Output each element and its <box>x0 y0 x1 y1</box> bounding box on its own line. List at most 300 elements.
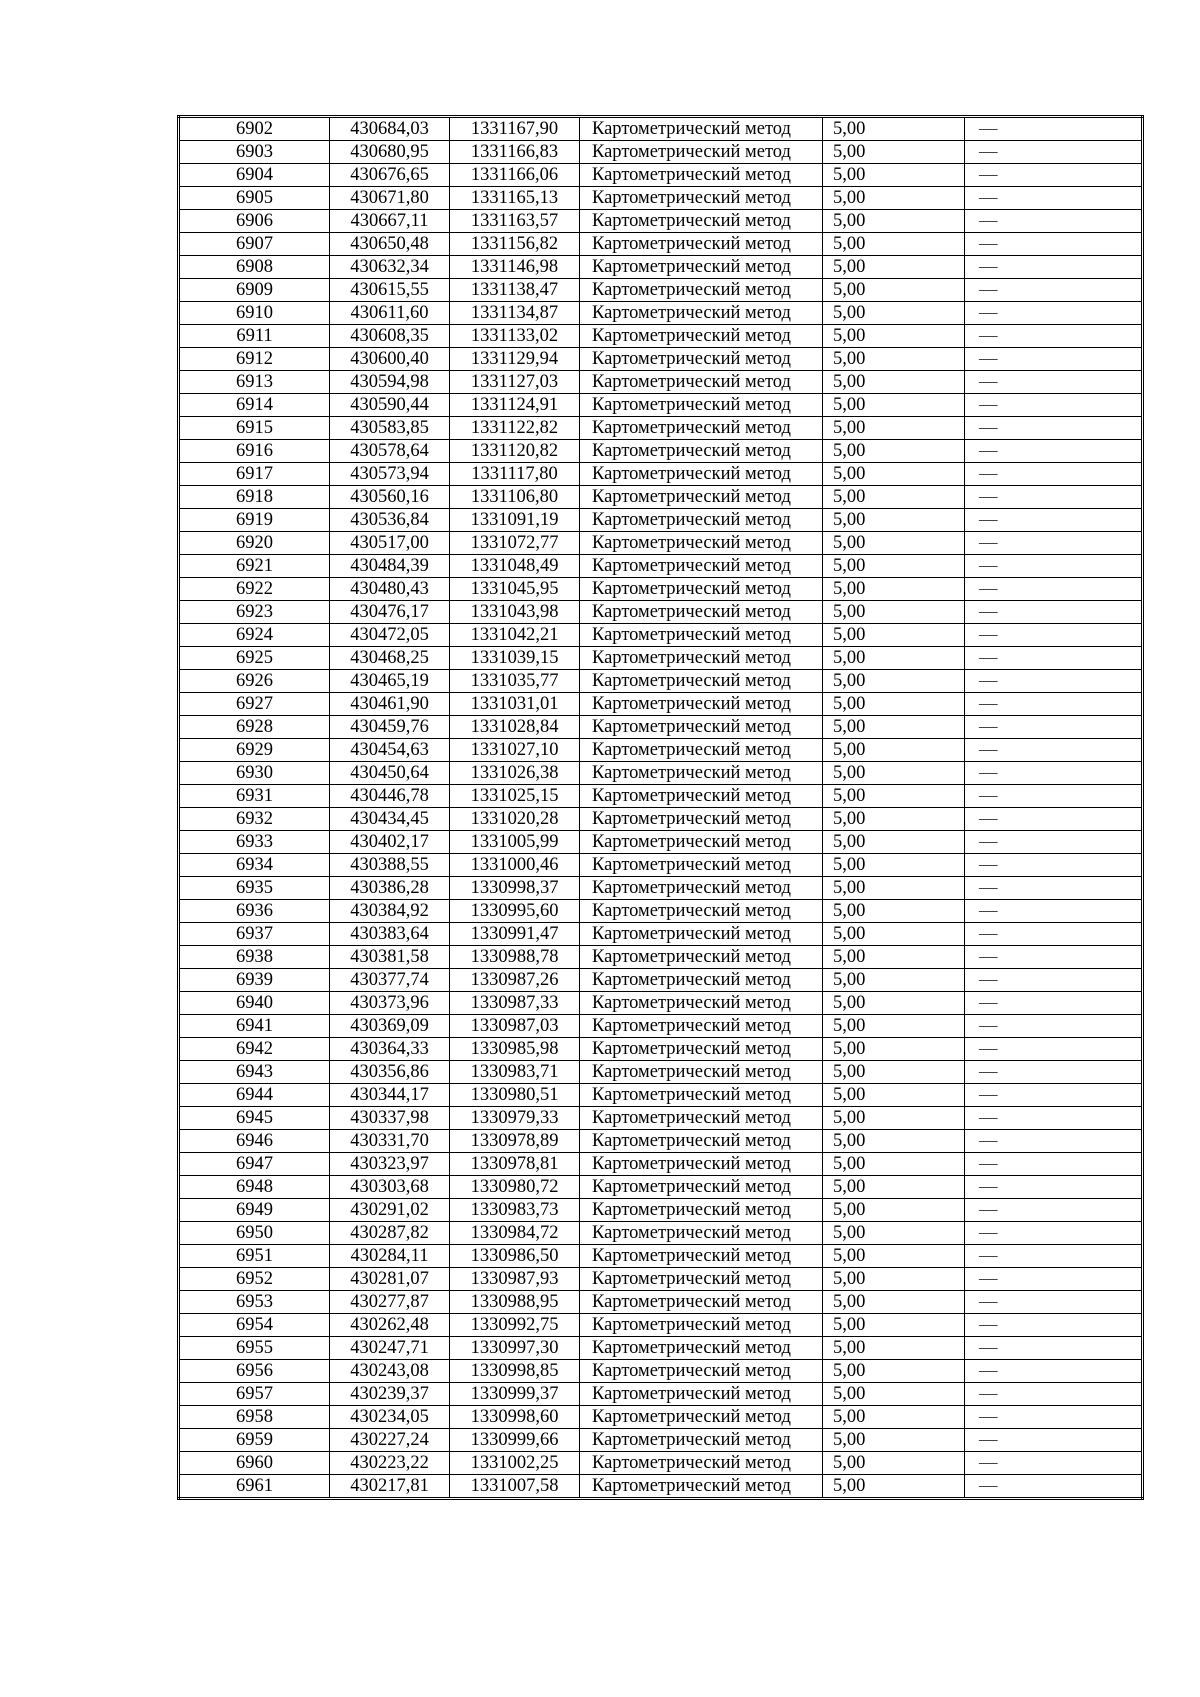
y-coordinate-cell: 1330986,50 <box>450 1245 580 1268</box>
x-coordinate-cell: 430590,44 <box>330 394 450 417</box>
accuracy-cell: 5,00 <box>823 210 965 233</box>
point-number-cell: 6936 <box>179 900 330 923</box>
table-row <box>179 463 1143 486</box>
y-coordinate-cell: 1331026,38 <box>450 762 580 785</box>
point-number-cell: 6925 <box>179 647 330 670</box>
x-coordinate-cell: 430573,94 <box>330 463 450 486</box>
note-cell: — <box>965 141 1143 164</box>
accuracy-cell: 5,00 <box>823 578 965 601</box>
table-row <box>179 831 1143 854</box>
accuracy-cell: 5,00 <box>823 440 965 463</box>
accuracy-cell: 5,00 <box>823 1084 965 1107</box>
table-row <box>179 1268 1143 1291</box>
note-cell: — <box>965 1475 1143 1499</box>
accuracy-cell: 5,00 <box>823 1222 965 1245</box>
x-coordinate-cell: 430454,63 <box>330 739 450 762</box>
x-coordinate-cell: 430611,60 <box>330 302 450 325</box>
method-cell: Картометрический метод <box>580 762 823 785</box>
point-number-cell: 6926 <box>179 670 330 693</box>
x-coordinate-cell: 430364,33 <box>330 1038 450 1061</box>
accuracy-cell: 5,00 <box>823 279 965 302</box>
y-coordinate-cell: 1331122,82 <box>450 417 580 440</box>
x-coordinate-cell: 430484,39 <box>330 555 450 578</box>
point-number-cell: 6954 <box>179 1314 330 1337</box>
x-coordinate-cell: 430262,48 <box>330 1314 450 1337</box>
note-cell: — <box>965 1153 1143 1176</box>
x-coordinate-cell: 430468,25 <box>330 647 450 670</box>
table-row <box>179 394 1143 417</box>
x-coordinate-cell: 430600,40 <box>330 348 450 371</box>
note-cell: — <box>965 1383 1143 1406</box>
point-number-cell: 6927 <box>179 693 330 716</box>
point-number-cell: 6903 <box>179 141 330 164</box>
y-coordinate-cell: 1331156,82 <box>450 233 580 256</box>
point-number-cell: 6934 <box>179 854 330 877</box>
table-row <box>179 808 1143 831</box>
table-row <box>179 532 1143 555</box>
accuracy-cell: 5,00 <box>823 1245 965 1268</box>
point-number-cell: 6941 <box>179 1015 330 1038</box>
y-coordinate-cell: 1331048,49 <box>450 555 580 578</box>
point-number-cell: 6948 <box>179 1176 330 1199</box>
accuracy-cell: 5,00 <box>823 348 965 371</box>
y-coordinate-cell: 1331106,80 <box>450 486 580 509</box>
y-coordinate-cell: 1331124,91 <box>450 394 580 417</box>
x-coordinate-cell: 430594,98 <box>330 371 450 394</box>
accuracy-cell: 5,00 <box>823 877 965 900</box>
note-cell: — <box>965 900 1143 923</box>
x-coordinate-cell: 430377,74 <box>330 969 450 992</box>
accuracy-cell: 5,00 <box>823 1360 965 1383</box>
table-row <box>179 1452 1143 1475</box>
accuracy-cell: 5,00 <box>823 1130 965 1153</box>
x-coordinate-cell: 430434,45 <box>330 808 450 831</box>
table-row <box>179 509 1143 532</box>
note-cell: — <box>965 1038 1143 1061</box>
note-cell: — <box>965 785 1143 808</box>
y-coordinate-cell: 1331134,87 <box>450 302 580 325</box>
point-number-cell: 6949 <box>179 1199 330 1222</box>
y-coordinate-cell: 1331117,80 <box>450 463 580 486</box>
y-coordinate-cell: 1331133,02 <box>450 325 580 348</box>
method-cell: Картометрический метод <box>580 509 823 532</box>
accuracy-cell: 5,00 <box>823 716 965 739</box>
point-number-cell: 6907 <box>179 233 330 256</box>
y-coordinate-cell: 1330997,30 <box>450 1337 580 1360</box>
method-cell: Картометрический метод <box>580 486 823 509</box>
point-number-cell: 6917 <box>179 463 330 486</box>
accuracy-cell: 5,00 <box>823 1337 965 1360</box>
y-coordinate-cell: 1331091,19 <box>450 509 580 532</box>
point-number-cell: 6908 <box>179 256 330 279</box>
x-coordinate-cell: 430680,95 <box>330 141 450 164</box>
point-number-cell: 6904 <box>179 164 330 187</box>
accuracy-cell: 5,00 <box>823 1291 965 1314</box>
note-cell: — <box>965 1061 1143 1084</box>
accuracy-cell: 5,00 <box>823 371 965 394</box>
note-cell: — <box>965 1291 1143 1314</box>
x-coordinate-cell: 430234,05 <box>330 1406 450 1429</box>
method-cell: Картометрический метод <box>580 716 823 739</box>
table-row <box>179 1475 1143 1499</box>
note-cell: — <box>965 1406 1143 1429</box>
point-number-cell: 6919 <box>179 509 330 532</box>
table-row <box>179 946 1143 969</box>
x-coordinate-cell: 430536,84 <box>330 509 450 532</box>
point-number-cell: 6950 <box>179 1222 330 1245</box>
point-number-cell: 6945 <box>179 1107 330 1130</box>
note-cell: — <box>965 1337 1143 1360</box>
accuracy-cell: 5,00 <box>823 601 965 624</box>
accuracy-cell: 5,00 <box>823 1176 965 1199</box>
accuracy-cell: 5,00 <box>823 854 965 877</box>
x-coordinate-cell: 430402,17 <box>330 831 450 854</box>
x-coordinate-cell: 430369,09 <box>330 1015 450 1038</box>
note-cell: — <box>965 739 1143 762</box>
y-coordinate-cell: 1330995,60 <box>450 900 580 923</box>
method-cell: Картометрический метод <box>580 578 823 601</box>
x-coordinate-cell: 430446,78 <box>330 785 450 808</box>
point-number-cell: 6961 <box>179 1475 330 1499</box>
x-coordinate-cell: 430583,85 <box>330 417 450 440</box>
accuracy-cell: 5,00 <box>823 946 965 969</box>
method-cell: Картометрический метод <box>580 348 823 371</box>
table-row <box>179 578 1143 601</box>
accuracy-cell: 5,00 <box>823 325 965 348</box>
point-number-cell: 6918 <box>179 486 330 509</box>
method-cell: Картометрический метод <box>580 117 823 141</box>
table-row <box>179 210 1143 233</box>
point-number-cell: 6959 <box>179 1429 330 1452</box>
point-number-cell: 6960 <box>179 1452 330 1475</box>
note-cell: — <box>965 1245 1143 1268</box>
method-cell: Картометрический метод <box>580 647 823 670</box>
y-coordinate-cell: 1330988,95 <box>450 1291 580 1314</box>
x-coordinate-cell: 430615,55 <box>330 279 450 302</box>
accuracy-cell: 5,00 <box>823 647 965 670</box>
point-number-cell: 6956 <box>179 1360 330 1383</box>
accuracy-cell: 5,00 <box>823 1061 965 1084</box>
accuracy-cell: 5,00 <box>823 141 965 164</box>
point-number-cell: 6928 <box>179 716 330 739</box>
note-cell: — <box>965 716 1143 739</box>
point-number-cell: 6935 <box>179 877 330 900</box>
accuracy-cell: 5,00 <box>823 1153 965 1176</box>
x-coordinate-cell: 430517,00 <box>330 532 450 555</box>
accuracy-cell: 5,00 <box>823 233 965 256</box>
point-number-cell: 6929 <box>179 739 330 762</box>
y-coordinate-cell: 1330988,78 <box>450 946 580 969</box>
y-coordinate-cell: 1330980,51 <box>450 1084 580 1107</box>
note-cell: — <box>965 854 1143 877</box>
table-row <box>179 923 1143 946</box>
x-coordinate-cell: 430277,87 <box>330 1291 450 1314</box>
point-number-cell: 6939 <box>179 969 330 992</box>
method-cell: Картометрический метод <box>580 624 823 647</box>
point-number-cell: 6905 <box>179 187 330 210</box>
method-cell: Картометрический метод <box>580 233 823 256</box>
accuracy-cell: 5,00 <box>823 463 965 486</box>
accuracy-cell: 5,00 <box>823 808 965 831</box>
method-cell: Картометрический метод <box>580 256 823 279</box>
point-number-cell: 6912 <box>179 348 330 371</box>
x-coordinate-cell: 430608,35 <box>330 325 450 348</box>
x-coordinate-cell: 430227,24 <box>330 1429 450 1452</box>
y-coordinate-cell: 1331020,28 <box>450 808 580 831</box>
point-number-cell: 6940 <box>179 992 330 1015</box>
method-cell: Картометрический метод <box>580 141 823 164</box>
x-coordinate-cell: 430383,64 <box>330 923 450 946</box>
table-row <box>179 1245 1143 1268</box>
note-cell: — <box>965 117 1143 141</box>
note-cell: — <box>965 992 1143 1015</box>
accuracy-cell: 5,00 <box>823 555 965 578</box>
table-row <box>179 1383 1143 1406</box>
y-coordinate-cell: 1331166,83 <box>450 141 580 164</box>
point-number-cell: 6921 <box>179 555 330 578</box>
y-coordinate-cell: 1331039,15 <box>450 647 580 670</box>
table-row <box>179 670 1143 693</box>
method-cell: Картометрический метод <box>580 693 823 716</box>
accuracy-cell: 5,00 <box>823 739 965 762</box>
accuracy-cell: 5,00 <box>823 532 965 555</box>
note-cell: — <box>965 1452 1143 1475</box>
point-number-cell: 6951 <box>179 1245 330 1268</box>
method-cell: Картометрический метод <box>580 1199 823 1222</box>
method-cell: Картометрический метод <box>580 1084 823 1107</box>
table-row <box>179 1038 1143 1061</box>
note-cell: — <box>965 693 1143 716</box>
accuracy-cell: 5,00 <box>823 1406 965 1429</box>
accuracy-cell: 5,00 <box>823 992 965 1015</box>
note-cell: — <box>965 440 1143 463</box>
accuracy-cell: 5,00 <box>823 1015 965 1038</box>
point-number-cell: 6906 <box>179 210 330 233</box>
point-number-cell: 6937 <box>179 923 330 946</box>
y-coordinate-cell: 1330991,47 <box>450 923 580 946</box>
point-number-cell: 6938 <box>179 946 330 969</box>
accuracy-cell: 5,00 <box>823 624 965 647</box>
point-number-cell: 6910 <box>179 302 330 325</box>
table-row <box>179 900 1143 923</box>
method-cell: Картометрический метод <box>580 900 823 923</box>
note-cell: — <box>965 371 1143 394</box>
point-number-cell: 6909 <box>179 279 330 302</box>
x-coordinate-cell: 430578,64 <box>330 440 450 463</box>
accuracy-cell: 5,00 <box>823 1199 965 1222</box>
method-cell: Картометрический метод <box>580 969 823 992</box>
accuracy-cell: 5,00 <box>823 831 965 854</box>
note-cell: — <box>965 1084 1143 1107</box>
note-cell: — <box>965 624 1143 647</box>
x-coordinate-cell: 430632,34 <box>330 256 450 279</box>
method-cell: Картометрический метод <box>580 1314 823 1337</box>
note-cell: — <box>965 256 1143 279</box>
note-cell: — <box>965 486 1143 509</box>
table-row <box>179 187 1143 210</box>
accuracy-cell: 5,00 <box>823 1038 965 1061</box>
note-cell: — <box>965 1107 1143 1130</box>
method-cell: Картометрический метод <box>580 739 823 762</box>
table-row <box>179 325 1143 348</box>
y-coordinate-cell: 1331000,46 <box>450 854 580 877</box>
x-coordinate-cell: 430465,19 <box>330 670 450 693</box>
y-coordinate-cell: 1330992,75 <box>450 1314 580 1337</box>
point-number-cell: 6923 <box>179 601 330 624</box>
y-coordinate-cell: 1331028,84 <box>450 716 580 739</box>
table-row <box>179 1360 1143 1383</box>
method-cell: Картометрический метод <box>580 1015 823 1038</box>
point-number-cell: 6930 <box>179 762 330 785</box>
point-number-cell: 6958 <box>179 1406 330 1429</box>
table-row <box>179 1291 1143 1314</box>
y-coordinate-cell: 1331042,21 <box>450 624 580 647</box>
point-number-cell: 6911 <box>179 325 330 348</box>
point-number-cell: 6947 <box>179 1153 330 1176</box>
x-coordinate-cell: 430217,81 <box>330 1475 450 1499</box>
note-cell: — <box>965 762 1143 785</box>
method-cell: Картометрический метод <box>580 1130 823 1153</box>
y-coordinate-cell: 1331002,25 <box>450 1452 580 1475</box>
method-cell: Картометрический метод <box>580 1176 823 1199</box>
note-cell: — <box>965 1015 1143 1038</box>
note-cell: — <box>965 210 1143 233</box>
note-cell: — <box>965 187 1143 210</box>
note-cell: — <box>965 831 1143 854</box>
accuracy-cell: 5,00 <box>823 900 965 923</box>
table-row <box>179 164 1143 187</box>
table-row <box>179 279 1143 302</box>
note-cell: — <box>965 1222 1143 1245</box>
note-cell: — <box>965 1429 1143 1452</box>
x-coordinate-cell: 430650,48 <box>330 233 450 256</box>
point-number-cell: 6931 <box>179 785 330 808</box>
method-cell: Картометрический метод <box>580 440 823 463</box>
accuracy-cell: 5,00 <box>823 256 965 279</box>
point-number-cell: 6952 <box>179 1268 330 1291</box>
table-row <box>179 1314 1143 1337</box>
accuracy-cell: 5,00 <box>823 1314 965 1337</box>
method-cell: Картометрический метод <box>580 187 823 210</box>
y-coordinate-cell: 1331165,13 <box>450 187 580 210</box>
note-cell: — <box>965 325 1143 348</box>
y-coordinate-cell: 1330987,33 <box>450 992 580 1015</box>
note-cell: — <box>965 348 1143 371</box>
y-coordinate-cell: 1331031,01 <box>450 693 580 716</box>
point-number-cell: 6944 <box>179 1084 330 1107</box>
table-row <box>179 440 1143 463</box>
table-row <box>179 854 1143 877</box>
y-coordinate-cell: 1330978,81 <box>450 1153 580 1176</box>
y-coordinate-cell: 1330984,72 <box>450 1222 580 1245</box>
y-coordinate-cell: 1331043,98 <box>450 601 580 624</box>
x-coordinate-cell: 430384,92 <box>330 900 450 923</box>
accuracy-cell: 5,00 <box>823 117 965 141</box>
method-cell: Картометрический метод <box>580 1360 823 1383</box>
point-number-cell: 6943 <box>179 1061 330 1084</box>
note-cell: — <box>965 601 1143 624</box>
accuracy-cell: 5,00 <box>823 693 965 716</box>
table-row <box>179 486 1143 509</box>
point-number-cell: 6942 <box>179 1038 330 1061</box>
y-coordinate-cell: 1331166,06 <box>450 164 580 187</box>
note-cell: — <box>965 1176 1143 1199</box>
point-number-cell: 6953 <box>179 1291 330 1314</box>
table-body <box>179 117 1143 1499</box>
method-cell: Картометрический метод <box>580 670 823 693</box>
accuracy-cell: 5,00 <box>823 969 965 992</box>
method-cell: Картометрический метод <box>580 877 823 900</box>
accuracy-cell: 5,00 <box>823 187 965 210</box>
table-row <box>179 601 1143 624</box>
x-coordinate-cell: 430356,86 <box>330 1061 450 1084</box>
table-row <box>179 302 1143 325</box>
x-coordinate-cell: 430303,68 <box>330 1176 450 1199</box>
table-row <box>179 555 1143 578</box>
method-cell: Картометрический метод <box>580 1452 823 1475</box>
y-coordinate-cell: 1331007,58 <box>450 1475 580 1499</box>
note-cell: — <box>965 279 1143 302</box>
note-cell: — <box>965 808 1143 831</box>
table-row <box>179 256 1143 279</box>
table-row <box>179 371 1143 394</box>
point-number-cell: 6920 <box>179 532 330 555</box>
note-cell: — <box>965 969 1143 992</box>
x-coordinate-cell: 430373,96 <box>330 992 450 1015</box>
note-cell: — <box>965 1314 1143 1337</box>
method-cell: Картометрический метод <box>580 1406 823 1429</box>
accuracy-cell: 5,00 <box>823 164 965 187</box>
method-cell: Картометрический метод <box>580 1291 823 1314</box>
point-number-cell: 6946 <box>179 1130 330 1153</box>
table-row <box>179 417 1143 440</box>
accuracy-cell: 5,00 <box>823 762 965 785</box>
method-cell: Картометрический метод <box>580 164 823 187</box>
note-cell: — <box>965 394 1143 417</box>
method-cell: Картометрический метод <box>580 555 823 578</box>
y-coordinate-cell: 1331146,98 <box>450 256 580 279</box>
point-number-cell: 6916 <box>179 440 330 463</box>
x-coordinate-cell: 430337,98 <box>330 1107 450 1130</box>
x-coordinate-cell: 430671,80 <box>330 187 450 210</box>
method-cell: Картометрический метод <box>580 1038 823 1061</box>
accuracy-cell: 5,00 <box>823 670 965 693</box>
table-row <box>179 348 1143 371</box>
method-cell: Картометрический метод <box>580 923 823 946</box>
point-number-cell: 6957 <box>179 1383 330 1406</box>
x-coordinate-cell: 430223,22 <box>330 1452 450 1475</box>
method-cell: Картометрический метод <box>580 1222 823 1245</box>
method-cell: Картометрический метод <box>580 946 823 969</box>
accuracy-cell: 5,00 <box>823 1429 965 1452</box>
table-row <box>179 739 1143 762</box>
y-coordinate-cell: 1331129,94 <box>450 348 580 371</box>
accuracy-cell: 5,00 <box>823 394 965 417</box>
table-row <box>179 1222 1143 1245</box>
x-coordinate-cell: 430243,08 <box>330 1360 450 1383</box>
method-cell: Картометрический метод <box>580 417 823 440</box>
y-coordinate-cell: 1330987,93 <box>450 1268 580 1291</box>
x-coordinate-cell: 430323,97 <box>330 1153 450 1176</box>
accuracy-cell: 5,00 <box>823 417 965 440</box>
y-coordinate-cell: 1330998,60 <box>450 1406 580 1429</box>
point-number-cell: 6902 <box>179 117 330 141</box>
accuracy-cell: 5,00 <box>823 302 965 325</box>
accuracy-cell: 5,00 <box>823 1107 965 1130</box>
table-row <box>179 1406 1143 1429</box>
method-cell: Картометрический метод <box>580 1107 823 1130</box>
table-row <box>179 785 1143 808</box>
